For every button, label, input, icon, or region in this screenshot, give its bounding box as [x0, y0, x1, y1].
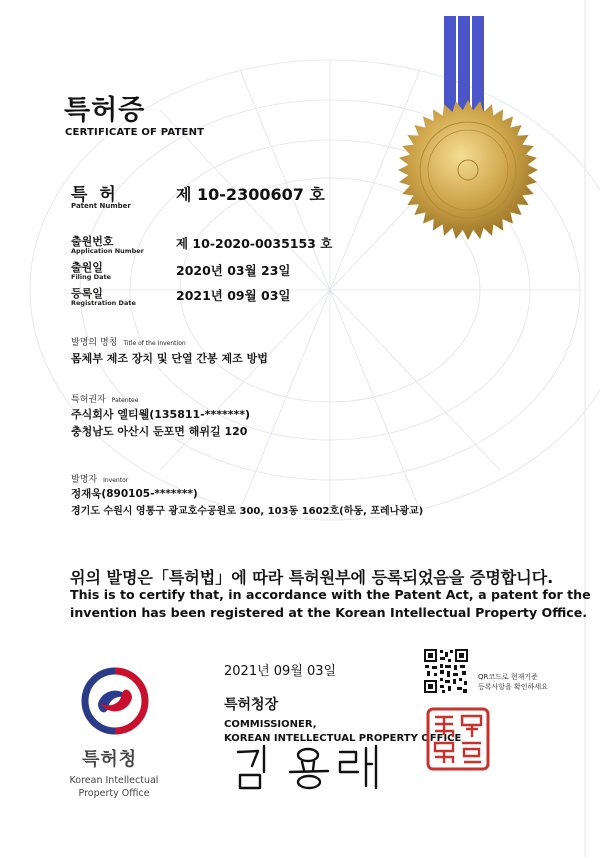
inventor-label-en: Inventor: [103, 477, 129, 484]
qr-code-icon[interactable]: [423, 648, 469, 694]
patentee-label: [71, 392, 138, 405]
kipo-name-en-2: Property Office: [78, 788, 150, 799]
application-number-label-en: Application Number: [71, 247, 144, 255]
commissioner-title-ko: 특허청장: [224, 697, 279, 713]
inventor-label-ko: 발명자: [71, 475, 98, 485]
application-number-value: 제 10-2020-0035153 호: [176, 236, 333, 251]
issue-date: 2021년 09월 03일: [224, 664, 337, 679]
commissioner-title-en-1: COMMISSIONER,: [224, 719, 317, 730]
certificate-title-en: CERTIFICATE OF PATENT: [65, 127, 205, 138]
kipo-logo-icon: [80, 666, 150, 736]
inventor-name: 정재욱(890105-*******): [71, 488, 198, 500]
invention-label: [71, 335, 186, 348]
kipo-name-ko: 특허청: [82, 749, 138, 770]
registration-date-value: 2021년 09월 03일: [176, 288, 291, 303]
kipo-name-en-1: Korean Intellectual: [69, 775, 159, 786]
patentee-label-ko: 특허권자: [71, 395, 106, 405]
qr-note-line2: 등록사항을 확인하세요: [478, 683, 548, 691]
patentee-name: 주식회사 엘티웰(135811-*******): [71, 408, 251, 421]
qr-note-line1: QR코드로 현재기준: [478, 673, 538, 681]
patent-number-label-ko: 특 허: [71, 185, 119, 205]
filing-date-label-ko: 출원일: [71, 261, 103, 274]
patentee-address: 충청남도 아산시 둔포면 해위길 120: [71, 425, 248, 438]
filing-date-value: 2020년 03월 23일: [176, 263, 291, 278]
inventor-label: [71, 472, 128, 485]
certification-statement-ko: 위의 발명은「특허법」에 따라 특허원부에 등록되었음을 증명합니다.: [70, 568, 554, 587]
inventor-address: 경기도 수원시 영통구 광교호수공원로 300, 103동 1602호(하동, 포레나광교): [71, 506, 424, 517]
invention-title: 몸체부 제조 장치 및 단열 간봉 제조 방법: [71, 352, 268, 365]
invention-label-en: Title of the Invention: [123, 340, 186, 347]
patent-number-value: 제 10-2300607 호: [176, 185, 325, 204]
registration-date-label-ko: 등록일: [71, 287, 103, 300]
certificate-title-ko: 특허증: [64, 95, 146, 126]
patentee-label-en: Patentee: [111, 397, 139, 404]
certification-statement-en-1: This is to certify that, in accordance with the Patent Act, a patent for the: [70, 587, 591, 602]
registration-date-label-en: Registration Date: [71, 299, 136, 307]
gold-seal-icon: [393, 95, 543, 245]
official-stamp-icon: [426, 707, 490, 771]
commissioner-title-en-2: KOREAN INTELLECTUAL PROPERTY OFFICE: [224, 733, 462, 744]
certification-statement-en-2: invention has been registered at the Korean Intellectual Property Office.: [70, 605, 588, 620]
patent-number-label-en: Patent Number: [71, 202, 131, 210]
filing-date-label-en: Filing Date: [71, 273, 111, 281]
commissioner-signature: [232, 742, 392, 792]
application-number-label-ko: 출원번호: [71, 235, 114, 248]
invention-label-ko: 발명의 명칭: [71, 338, 118, 348]
